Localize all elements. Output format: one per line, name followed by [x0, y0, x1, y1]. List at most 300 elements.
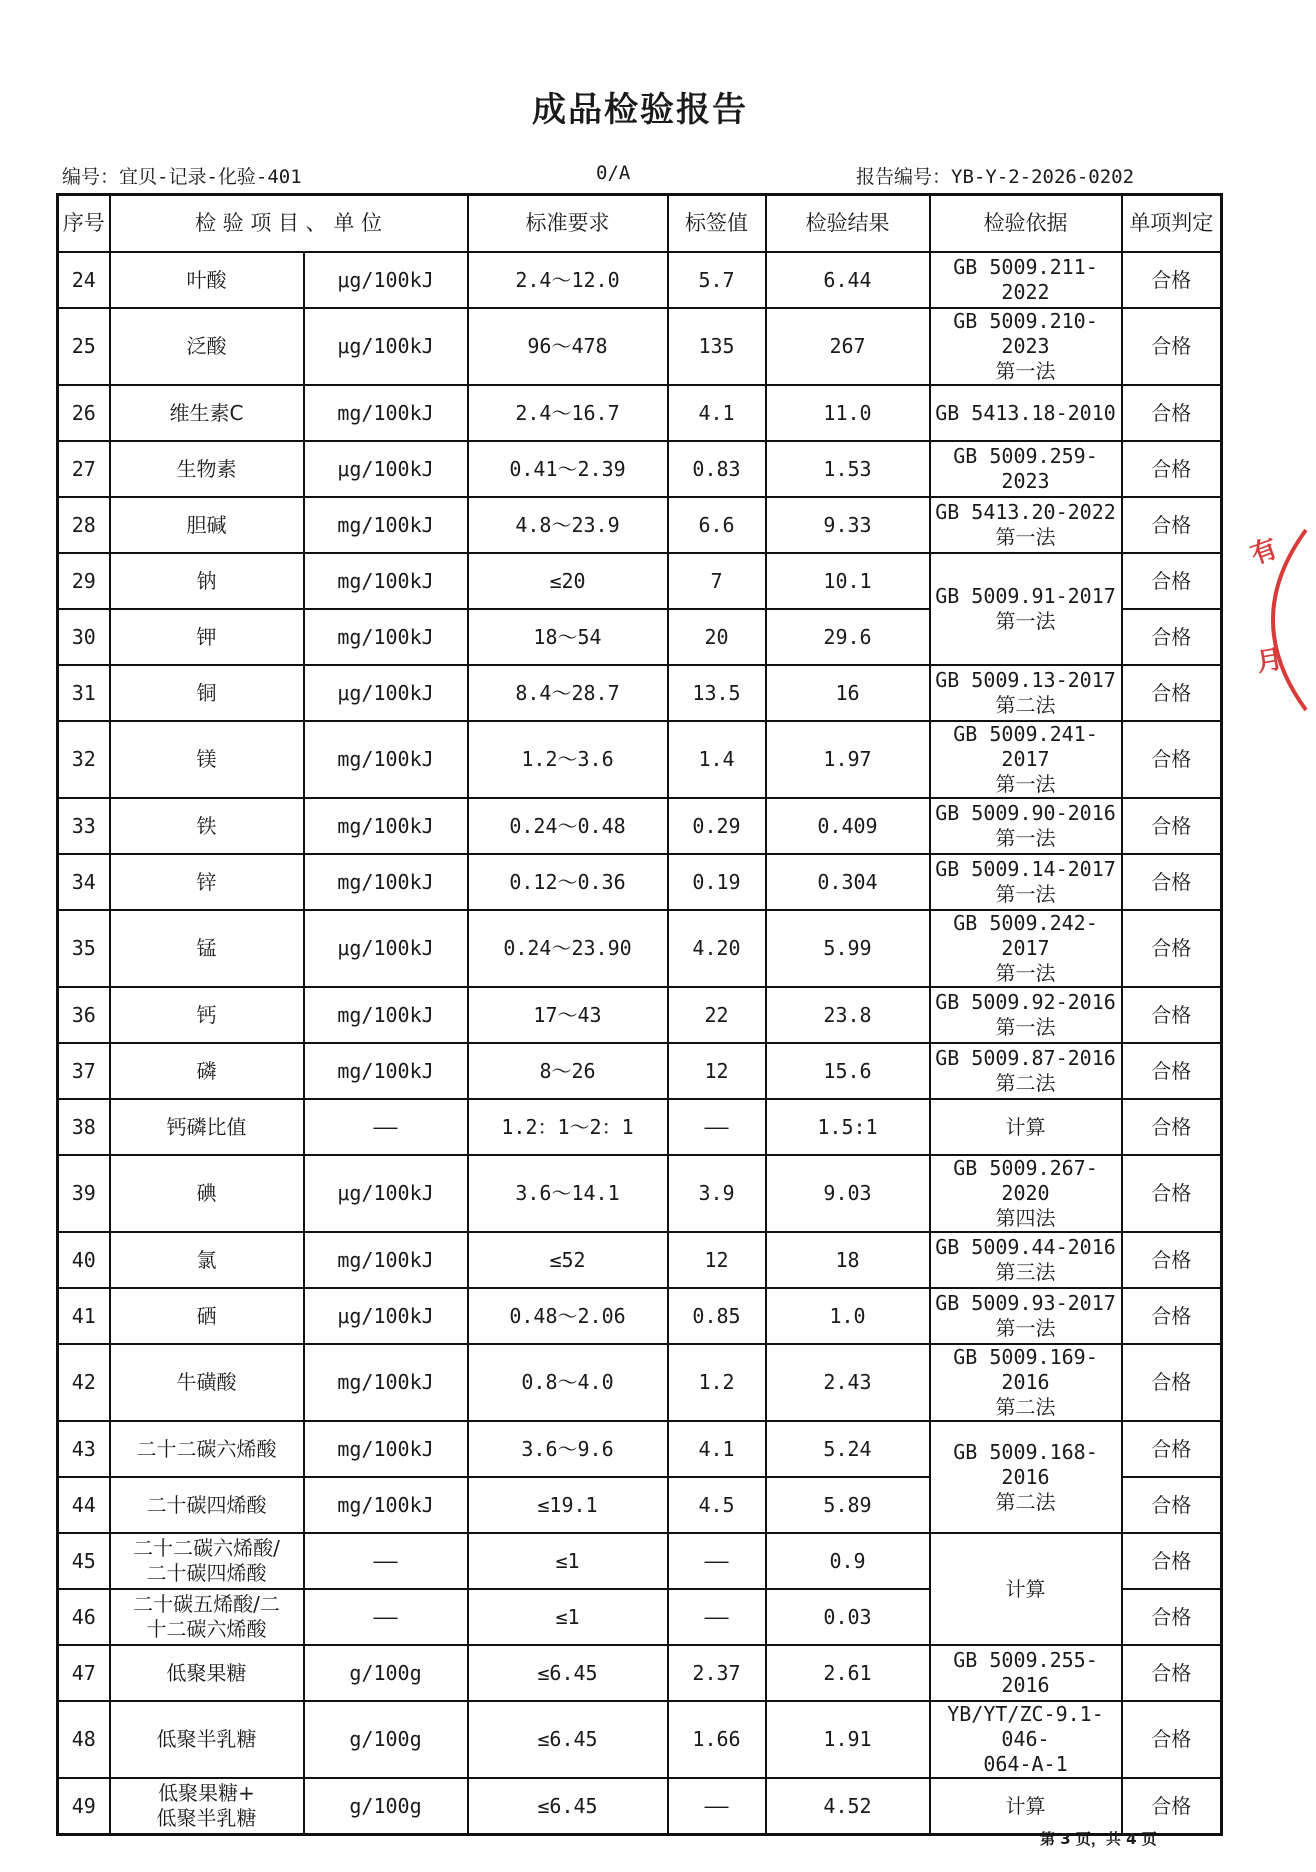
test-basis-line: GB 5009.267-2020: [953, 1156, 1098, 1205]
item-unit: mg/100kJ: [304, 854, 468, 910]
test-basis-line: 第一法: [995, 359, 1056, 383]
label-value: 1.66: [668, 1701, 766, 1778]
test-basis: [930, 1344, 1122, 1421]
standard-requirement: 2.4～16.7: [468, 385, 668, 441]
test-basis: [930, 1288, 1122, 1344]
test-basis: [930, 385, 1122, 441]
verdict: 合格: [1122, 1778, 1222, 1835]
item-name: [110, 497, 304, 553]
label-value: 3.9: [668, 1155, 766, 1232]
verdict: 合格: [1122, 385, 1222, 441]
test-basis: [930, 1232, 1122, 1288]
red-seal-stamp: [1236, 520, 1316, 720]
item-unit: mg/100kJ: [304, 798, 468, 854]
test-result: 16: [766, 665, 930, 721]
table-row: [58, 854, 1222, 910]
item-name-line: 胆碱: [186, 512, 227, 537]
svg-text:月: 月: [1254, 644, 1285, 679]
test-basis: [930, 1645, 1122, 1701]
item-name-line: 锌: [196, 869, 217, 894]
verdict: 合格: [1122, 1477, 1222, 1533]
verdict: 合格: [1122, 1099, 1222, 1155]
standard-requirement: 0.48～2.06: [468, 1288, 668, 1344]
standard-requirement: 0.12～0.36: [468, 854, 668, 910]
verdict: 合格: [1122, 798, 1222, 854]
verdict: 合格: [1122, 252, 1222, 308]
test-basis: [930, 497, 1122, 553]
item-name: [110, 721, 304, 798]
test-result: 1.0: [766, 1288, 930, 1344]
test-result: 0.9: [766, 1533, 930, 1589]
test-basis-line: GB 5009.255-2016: [953, 1648, 1098, 1697]
test-basis-line: GB 5009.211-2022: [953, 255, 1098, 304]
test-basis-line: GB 5009.242-2017: [953, 911, 1098, 960]
label-value: 6.6: [668, 497, 766, 553]
test-basis-line: 064-A-1: [983, 1752, 1068, 1776]
row-number: 32: [58, 721, 110, 798]
item-unit: μg/100kJ: [304, 308, 468, 385]
item-unit: μg/100kJ: [304, 910, 468, 987]
standard-requirement: 0.41～2.39: [468, 441, 668, 497]
label-value: ——: [668, 1778, 766, 1835]
verdict: 合格: [1122, 1533, 1222, 1589]
item-unit: mg/100kJ: [304, 385, 468, 441]
standard-requirement: 8.4～28.7: [468, 665, 668, 721]
item-name: [110, 441, 304, 497]
test-result: 2.61: [766, 1645, 930, 1701]
item-name: [110, 252, 304, 308]
test-basis: [930, 1099, 1122, 1155]
test-result: 0.304: [766, 854, 930, 910]
test-basis: [930, 252, 1122, 308]
test-basis-line: 第二法: [995, 1071, 1056, 1095]
standard-requirement: 4.8～23.9: [468, 497, 668, 553]
test-result: 1.91: [766, 1701, 930, 1778]
item-name-line: 低聚果糖+: [158, 1781, 255, 1805]
test-basis: [930, 1421, 1122, 1533]
verdict: 合格: [1122, 1155, 1222, 1232]
verdict: 合格: [1122, 609, 1222, 665]
standard-requirement: ≤1: [468, 1533, 668, 1589]
label-value: 20: [668, 609, 766, 665]
standard-requirement: ≤1: [468, 1589, 668, 1645]
item-name-line: 牛磺酸: [176, 1370, 237, 1394]
table-row: [58, 441, 1222, 497]
item-name-line: 钾: [196, 624, 217, 649]
item-name: [110, 1533, 304, 1589]
row-number: 49: [58, 1778, 110, 1835]
label-value: ——: [668, 1533, 766, 1589]
standard-requirement: 0.24～23.90: [468, 910, 668, 987]
row-number: 43: [58, 1421, 110, 1477]
test-basis-line: GB 5009.169-2016: [953, 1345, 1098, 1394]
test-result: 23.8: [766, 987, 930, 1043]
item-name: [110, 1477, 304, 1533]
label-value: ——: [668, 1589, 766, 1645]
item-name: [110, 1778, 304, 1835]
test-basis-line: 第三法: [995, 1260, 1056, 1284]
table-body: [58, 252, 1222, 1835]
table-row: [58, 497, 1222, 553]
standard-requirement: 3.6～14.1: [468, 1155, 668, 1232]
item-name-line: 钙磷比值: [166, 1114, 247, 1139]
test-basis: [930, 665, 1122, 721]
standard-requirement: ≤6.45: [468, 1701, 668, 1778]
test-basis: [930, 1533, 1122, 1645]
test-basis-line: 第一法: [995, 826, 1056, 850]
item-name: [110, 1589, 304, 1645]
test-basis: [930, 553, 1122, 665]
test-result: 267: [766, 308, 930, 385]
standard-requirement: 3.6～9.6: [468, 1421, 668, 1477]
item-unit: mg/100kJ: [304, 1344, 468, 1421]
item-name-line: 二十碳四烯酸: [146, 1561, 267, 1585]
test-basis: [930, 798, 1122, 854]
standard-requirement: 2.4～12.0: [468, 252, 668, 308]
test-result: 29.6: [766, 609, 930, 665]
inspection-table: [56, 193, 1223, 1836]
table-row: [58, 1232, 1222, 1288]
table-row: [58, 1533, 1222, 1589]
verdict: 合格: [1122, 441, 1222, 497]
verdict: 合格: [1122, 1701, 1222, 1778]
test-basis-line: GB 5009.44-2016: [935, 1235, 1116, 1259]
row-number: 31: [58, 665, 110, 721]
verdict: 合格: [1122, 553, 1222, 609]
standard-requirement: ≤20: [468, 553, 668, 609]
standard-requirement: 96～478: [468, 308, 668, 385]
item-name: [110, 1421, 304, 1477]
item-name: [110, 987, 304, 1043]
page-footer: 第 3 页，共 4 页: [1040, 1830, 1157, 1848]
row-number: 42: [58, 1344, 110, 1421]
test-result: 5.89: [766, 1477, 930, 1533]
test-basis-line: 第四法: [995, 1206, 1056, 1230]
verdict: 合格: [1122, 308, 1222, 385]
item-name-line: 泛酸: [186, 334, 227, 358]
row-number: 27: [58, 441, 110, 497]
standard-requirement: ≤6.45: [468, 1778, 668, 1835]
label-value: 4.1: [668, 385, 766, 441]
item-unit: ——: [304, 1533, 468, 1589]
label-value: 12: [668, 1043, 766, 1099]
item-name-line: 叶酸: [186, 267, 227, 292]
item-name-line: 铜: [196, 680, 217, 705]
test-basis-line: GB 5009.259-2023: [953, 444, 1098, 493]
verdict: 合格: [1122, 1043, 1222, 1099]
item-name: [110, 1645, 304, 1701]
item-unit: g/100g: [304, 1645, 468, 1701]
row-number: 24: [58, 252, 110, 308]
report-number: 报告编号：YB-Y-2-2026-0202: [856, 166, 1135, 188]
test-basis-line: 计算: [1005, 1576, 1046, 1601]
item-name-line: 二十二碳六烯酸/: [133, 1536, 280, 1560]
item-name-line: 二十碳五烯酸/二: [133, 1592, 280, 1616]
label-value: 2.37: [668, 1645, 766, 1701]
label-value: 5.7: [668, 252, 766, 308]
test-basis: [930, 441, 1122, 497]
label-value: 4.1: [668, 1421, 766, 1477]
item-name-line: 锰: [196, 936, 217, 960]
label-value: 0.19: [668, 854, 766, 910]
test-basis: [930, 1778, 1122, 1835]
test-basis-line: 计算: [1005, 1793, 1046, 1818]
test-result: 4.52: [766, 1778, 930, 1835]
item-name-line: 低聚半乳糖: [156, 1727, 257, 1751]
test-basis-line: 第一法: [995, 882, 1056, 906]
row-number: 37: [58, 1043, 110, 1099]
item-name: [110, 609, 304, 665]
standard-requirement: 8～26: [468, 1043, 668, 1099]
item-unit: μg/100kJ: [304, 665, 468, 721]
label-value: 1.2: [668, 1344, 766, 1421]
item-name-line: 生物素: [176, 456, 237, 481]
row-number: 30: [58, 609, 110, 665]
test-basis-line: 第一法: [995, 609, 1056, 633]
header-seq: 序号: [58, 195, 110, 253]
table-row: [58, 1155, 1222, 1232]
verdict: 合格: [1122, 854, 1222, 910]
label-value: 12: [668, 1232, 766, 1288]
standard-requirement: ≤6.45: [468, 1645, 668, 1701]
test-basis-line: GB 5413.20-2022: [935, 500, 1116, 524]
item-name-line: 铁: [196, 813, 217, 838]
standard-requirement: 18～54: [468, 609, 668, 665]
item-name-line: 低聚果糖: [166, 1660, 247, 1685]
item-name-line: 低聚半乳糖: [156, 1806, 257, 1830]
item-unit: mg/100kJ: [304, 987, 468, 1043]
row-number: 47: [58, 1645, 110, 1701]
item-unit: g/100g: [304, 1701, 468, 1778]
item-name: [110, 1043, 304, 1099]
label-value: 135: [668, 308, 766, 385]
header-result: 检验结果: [766, 195, 930, 253]
table-row: [58, 553, 1222, 609]
label-value: 22: [668, 987, 766, 1043]
label-value: 1.4: [668, 721, 766, 798]
item-unit: mg/100kJ: [304, 721, 468, 798]
standard-requirement: 0.24～0.48: [468, 798, 668, 854]
verdict: 合格: [1122, 1589, 1222, 1645]
header-item-unit: 检 验 项 目 、 单 位: [110, 195, 468, 253]
item-name: [110, 798, 304, 854]
test-basis: [930, 1155, 1122, 1232]
row-number: 44: [58, 1477, 110, 1533]
test-basis-line: 计算: [1005, 1114, 1046, 1139]
label-value: 4.20: [668, 910, 766, 987]
test-basis: [930, 854, 1122, 910]
label-value: 7: [668, 553, 766, 609]
test-basis-line: 第二法: [995, 693, 1056, 717]
item-name-line: 碘: [196, 1181, 217, 1205]
item-unit: mg/100kJ: [304, 609, 468, 665]
record-number: 编号：宜贝-记录-化验-401: [62, 166, 302, 188]
verdict: 合格: [1122, 910, 1222, 987]
test-result: 5.99: [766, 910, 930, 987]
item-name-line: 硒: [196, 1303, 217, 1328]
item-unit: g/100g: [304, 1778, 468, 1835]
test-result: 0.409: [766, 798, 930, 854]
item-name: [110, 308, 304, 385]
test-basis-line: GB 5009.92-2016: [935, 990, 1116, 1014]
test-result: 9.33: [766, 497, 930, 553]
item-name-line: 维生素C: [169, 400, 244, 425]
test-basis-line: GB 5009.14-2017: [935, 857, 1116, 881]
row-number: 38: [58, 1099, 110, 1155]
row-number: 34: [58, 854, 110, 910]
test-result: 1.5:1: [766, 1099, 930, 1155]
standard-requirement: 1.2：1～2：1: [468, 1099, 668, 1155]
item-name-line: 钙: [196, 1002, 217, 1027]
test-basis-line: 第一法: [995, 772, 1056, 796]
item-unit: μg/100kJ: [304, 441, 468, 497]
test-basis-line: GB 5009.168-2016: [953, 1439, 1098, 1489]
label-value: 0.85: [668, 1288, 766, 1344]
test-result: 11.0: [766, 385, 930, 441]
item-unit: mg/100kJ: [304, 497, 468, 553]
header-standard: 标准要求: [468, 195, 668, 253]
test-basis-line: GB 5009.241-2017: [953, 722, 1098, 771]
test-basis: [930, 1043, 1122, 1099]
table-row: [58, 385, 1222, 441]
item-name-line: 磷: [196, 1058, 217, 1083]
test-basis-line: GB 5413.18-2010: [935, 400, 1116, 425]
standard-requirement: 1.2～3.6: [468, 721, 668, 798]
verdict: 合格: [1122, 1421, 1222, 1477]
item-unit: μg/100kJ: [304, 1288, 468, 1344]
row-number: 41: [58, 1288, 110, 1344]
test-basis: [930, 910, 1122, 987]
item-unit: ——: [304, 1589, 468, 1645]
standard-requirement: 17～43: [468, 987, 668, 1043]
verdict: 合格: [1122, 1344, 1222, 1421]
item-unit: μg/100kJ: [304, 1155, 468, 1232]
item-name: [110, 1099, 304, 1155]
item-unit: mg/100kJ: [304, 1232, 468, 1288]
verdict: 合格: [1122, 665, 1222, 721]
test-result: 5.24: [766, 1421, 930, 1477]
item-unit: mg/100kJ: [304, 553, 468, 609]
test-result: 1.53: [766, 441, 930, 497]
row-number: 36: [58, 987, 110, 1043]
item-unit: ——: [304, 1099, 468, 1155]
standard-requirement: ≤19.1: [468, 1477, 668, 1533]
item-unit: μg/100kJ: [304, 252, 468, 308]
test-basis: [930, 987, 1122, 1043]
row-number: 45: [58, 1533, 110, 1589]
table-row: [58, 910, 1222, 987]
table-row: [58, 1778, 1222, 1835]
row-number: 33: [58, 798, 110, 854]
test-result: 1.97: [766, 721, 930, 798]
version-code: 0/A: [596, 162, 631, 184]
item-name-line: 二十二碳六烯酸: [136, 1436, 277, 1461]
row-number: 26: [58, 385, 110, 441]
item-name: [110, 1288, 304, 1344]
item-unit: mg/100kJ: [304, 1043, 468, 1099]
test-basis-line: 第二法: [995, 1489, 1056, 1514]
table-row: [58, 1288, 1222, 1344]
item-name: [110, 1155, 304, 1232]
test-basis-line: 第一法: [995, 525, 1056, 549]
verdict: 合格: [1122, 1232, 1222, 1288]
item-name-line: 二十碳四烯酸: [146, 1492, 267, 1517]
label-value: 4.5: [668, 1477, 766, 1533]
test-result: 18: [766, 1232, 930, 1288]
verdict: 合格: [1122, 1288, 1222, 1344]
item-unit: mg/100kJ: [304, 1421, 468, 1477]
table-row: [58, 1099, 1222, 1155]
header-label-value: 标签值: [668, 195, 766, 253]
item-name: [110, 553, 304, 609]
test-basis-line: GB 5009.13-2017: [935, 668, 1116, 692]
test-basis-line: GB 5009.87-2016: [935, 1046, 1116, 1070]
test-basis-line: 第一法: [995, 1015, 1056, 1039]
table-row: [58, 1701, 1222, 1778]
test-basis-line: YB/YT/ZC-9.1-046-: [947, 1702, 1104, 1751]
item-unit: mg/100kJ: [304, 1477, 468, 1533]
item-name: [110, 910, 304, 987]
row-number: 46: [58, 1589, 110, 1645]
row-number: 35: [58, 910, 110, 987]
item-name: [110, 665, 304, 721]
test-basis-line: 第一法: [995, 1316, 1056, 1340]
test-basis-line: GB 5009.93-2017: [935, 1291, 1116, 1315]
table-header-row: [58, 195, 1222, 253]
header-basis: 检验依据: [930, 195, 1122, 253]
item-name: [110, 1232, 304, 1288]
label-value: 0.83: [668, 441, 766, 497]
test-result: 0.03: [766, 1589, 930, 1645]
table-row: [58, 1344, 1222, 1421]
test-basis-line: 第二法: [995, 1395, 1056, 1419]
test-basis-line: GB 5009.91-2017: [935, 584, 1116, 608]
table-row: [58, 987, 1222, 1043]
test-result: 9.03: [766, 1155, 930, 1232]
table-row: [58, 798, 1222, 854]
header-verdict: 单项判定: [1122, 195, 1222, 253]
item-name-line: 十二碳六烯酸: [146, 1617, 267, 1641]
item-name: [110, 385, 304, 441]
test-basis: [930, 308, 1122, 385]
table-row: [58, 1645, 1222, 1701]
item-name: [110, 854, 304, 910]
test-result: 6.44: [766, 252, 930, 308]
standard-requirement: ≤52: [468, 1232, 668, 1288]
row-number: 28: [58, 497, 110, 553]
table-row: [58, 308, 1222, 385]
item-name-line: 钠: [196, 568, 217, 593]
item-name-line: 氯: [196, 1247, 217, 1272]
test-result: 2.43: [766, 1344, 930, 1421]
row-number: 25: [58, 308, 110, 385]
table-row: [58, 252, 1222, 308]
test-basis-line: GB 5009.210-2023: [953, 309, 1098, 358]
item-name-line: 镁: [196, 747, 217, 771]
label-value: 13.5: [668, 665, 766, 721]
row-number: 40: [58, 1232, 110, 1288]
item-name: [110, 1701, 304, 1778]
table-row: [58, 665, 1222, 721]
test-basis-line: 第一法: [995, 961, 1056, 985]
verdict: 合格: [1122, 987, 1222, 1043]
test-result: 10.1: [766, 553, 930, 609]
item-name: [110, 1344, 304, 1421]
standard-requirement: 0.8～4.0: [468, 1344, 668, 1421]
table-row: [58, 721, 1222, 798]
report-title: 成品检验报告: [532, 90, 748, 130]
test-result: 15.6: [766, 1043, 930, 1099]
